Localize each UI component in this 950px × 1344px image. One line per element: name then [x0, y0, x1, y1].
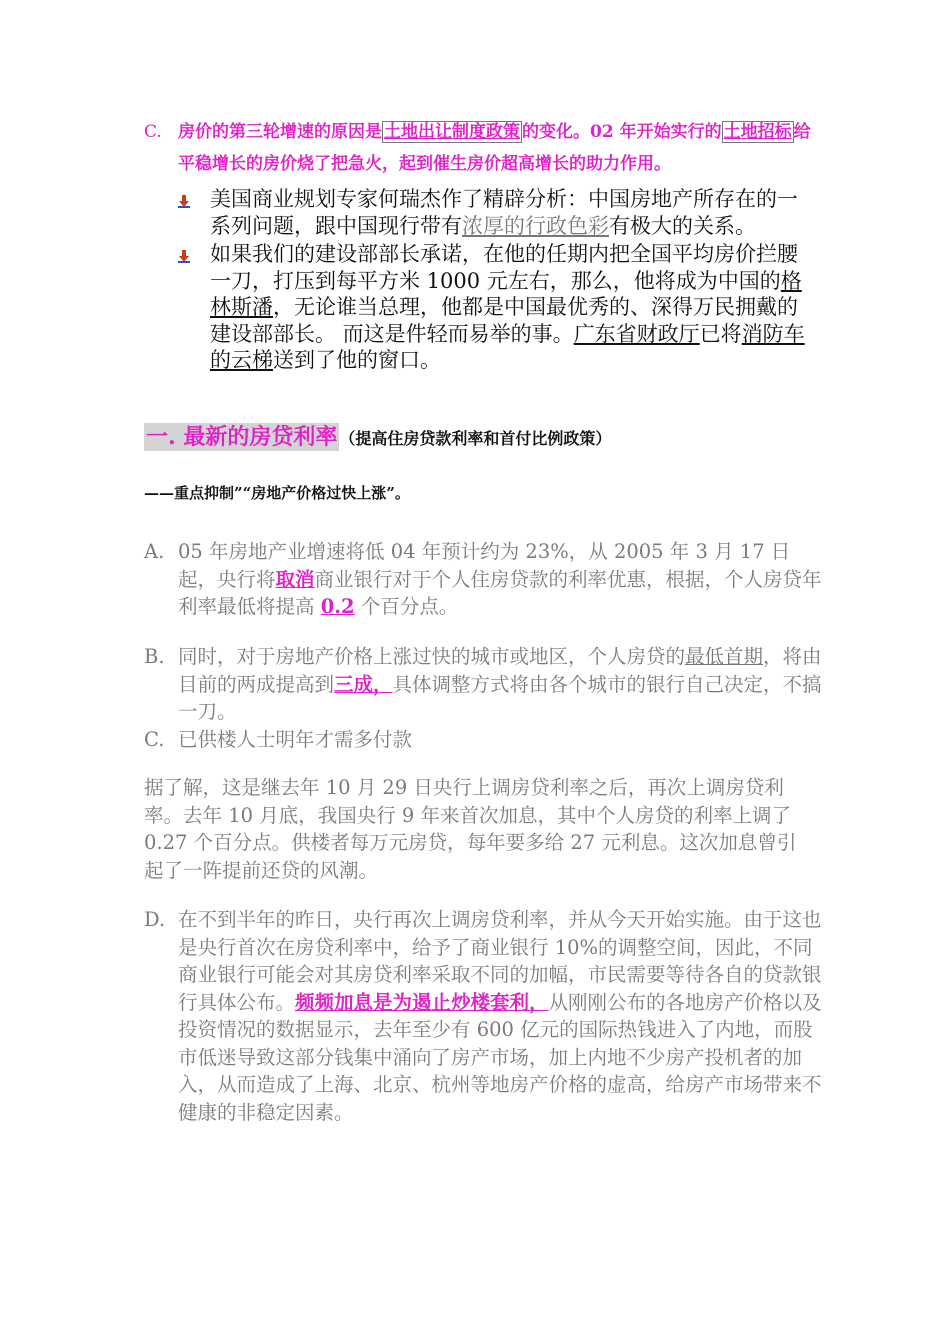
item-text-part: 具体调整方式将由各个城市的银行自己决定，不搞一刀。 — [178, 672, 822, 723]
bullet-item — [178, 241, 818, 374]
item-text-part: 从刚刚公布的各地房产价格以及投资情况的数据显示，去年至少有 600 亿元的国际热钱进入了内地，而股市低迷导致这部分钱集中涌向了房产市场，加上内地不少房产投机者的加入，从而造成了上海、北京、杭州等地房产价格的虚高，给房产市场带来不健康的非稳定因素。 — [178, 990, 822, 1124]
highlight-phrase: 0.2 — [320, 595, 355, 618]
section-c-text — [178, 116, 814, 180]
underlined-phrase: 消防车的云梯 — [210, 321, 805, 372]
item-text — [178, 906, 824, 1126]
section-c-text-part: 的变化。02 年开始实行的 — [522, 122, 722, 142]
bullet-arrow-icon — [178, 194, 190, 208]
section-c-marker: C. — [144, 122, 162, 142]
item-a — [144, 538, 824, 621]
item-marker: A. — [144, 540, 165, 563]
sub-headline: ——重点抑制”“房地产价格过快上涨”。 — [144, 484, 410, 502]
bullet-arrow-icon — [178, 249, 190, 263]
section-c-text-part: 给平稳增长的房价烧了把急火，起到催生房价超高增长的助力作用。 — [178, 122, 811, 174]
bullet-text: 送到了他的窗口。 — [273, 348, 441, 372]
land-policy-highlight: 土地出让制度政策 — [384, 122, 520, 142]
bullet-text: 美国商业规划专家何瑞杰作了精辟分析：中国房地产所存在的一系列问题，跟中国现行带有 — [210, 187, 798, 238]
item-text — [178, 643, 824, 726]
item-text-part: 同时，对于房地产价格上涨过快的城市或地区，个人房贷的 — [178, 645, 686, 668]
highlight-phrase: 取消 — [275, 567, 315, 591]
paragraph: 据了解，这是继去年 10 月 29 日央行上调房贷利率之后，再次上调房贷利率。去年 10 月底，我国央行 9 年来首次加息，其中个人房贷的利率上调了 0.27 个百分点。供楼者每万元房贷，每年要多给 27 元利息。这次加息曾引起了一阵提前还贷的风潮。 — [144, 776, 797, 882]
item-text — [178, 538, 824, 621]
bullet-list — [178, 186, 818, 376]
bullet-text: 如果我们的建设部部长承诺，在他的任期内把全国平均房价拦腰一刀，打压到每平方米 1000 元左右，那么，他将成为中国的 — [210, 242, 798, 293]
section-heading — [144, 420, 611, 451]
underlined-phrase: 广东省财政厅 — [573, 321, 700, 346]
bullet-text: 有极大的关系。 — [609, 213, 756, 238]
underlined-phrase: 最低首期 — [685, 645, 764, 668]
item-text-part: 商业银行对于个人住房贷款的利率优惠，根据，个人房贷年利率最低将提高 — [178, 567, 822, 618]
item-marker: B. — [144, 645, 165, 668]
item-marker: D. — [144, 908, 166, 931]
item-d — [144, 906, 824, 1126]
highlight-phrase: 三成， — [334, 672, 393, 696]
item-b — [144, 643, 824, 726]
bullet-item — [178, 186, 818, 239]
underlined-phrase: 浓厚的行政色彩 — [462, 213, 609, 238]
item-text-part: 个百分点。 — [354, 595, 459, 618]
item-text-part: 05 年房地产业增速将低 04 年预计约为 23%，从 2005 年 3 月 17 日起，央行将 — [178, 540, 791, 591]
heading-subtitle: （提高住房贷款利率和首付比例政策） — [339, 429, 612, 448]
heading-title: 一. 最新的房贷利率 — [146, 424, 338, 450]
item-text-part: 在不到半年的昨日，央行再次上调房贷利率，并从今天开始实施。由于这也是央行首次在房贷利率中，给予了商业银行 10%的调整空间，因此，不同商业银行可能会对其房贷利率采取不同的加幅，市民需要等待各自的贷款银行具体公布。 — [178, 908, 822, 1014]
land-bidding-highlight: 土地招标 — [723, 122, 792, 142]
item-text: 已供楼人士明年才需多付款 — [178, 728, 413, 751]
item-marker: C. — [144, 728, 165, 751]
item-text-part: ，将由目前的两成提高到 — [178, 645, 822, 696]
item-c — [144, 726, 824, 754]
bullet-text: ，无论谁当总理，他都是中国最优秀的、深得万民拥戴的建设部部长。 而这是件轻而易举的事。 — [210, 295, 798, 346]
highlight-phrase: 频频加息是为遏止炒楼套利， — [295, 990, 549, 1014]
section-c — [144, 116, 814, 180]
bullet-text: 已将 — [699, 321, 742, 346]
section-c-text-part: 房价的第三轮增速的原因是 — [178, 122, 382, 142]
underlined-phrase: 格林斯潘 — [210, 268, 802, 319]
